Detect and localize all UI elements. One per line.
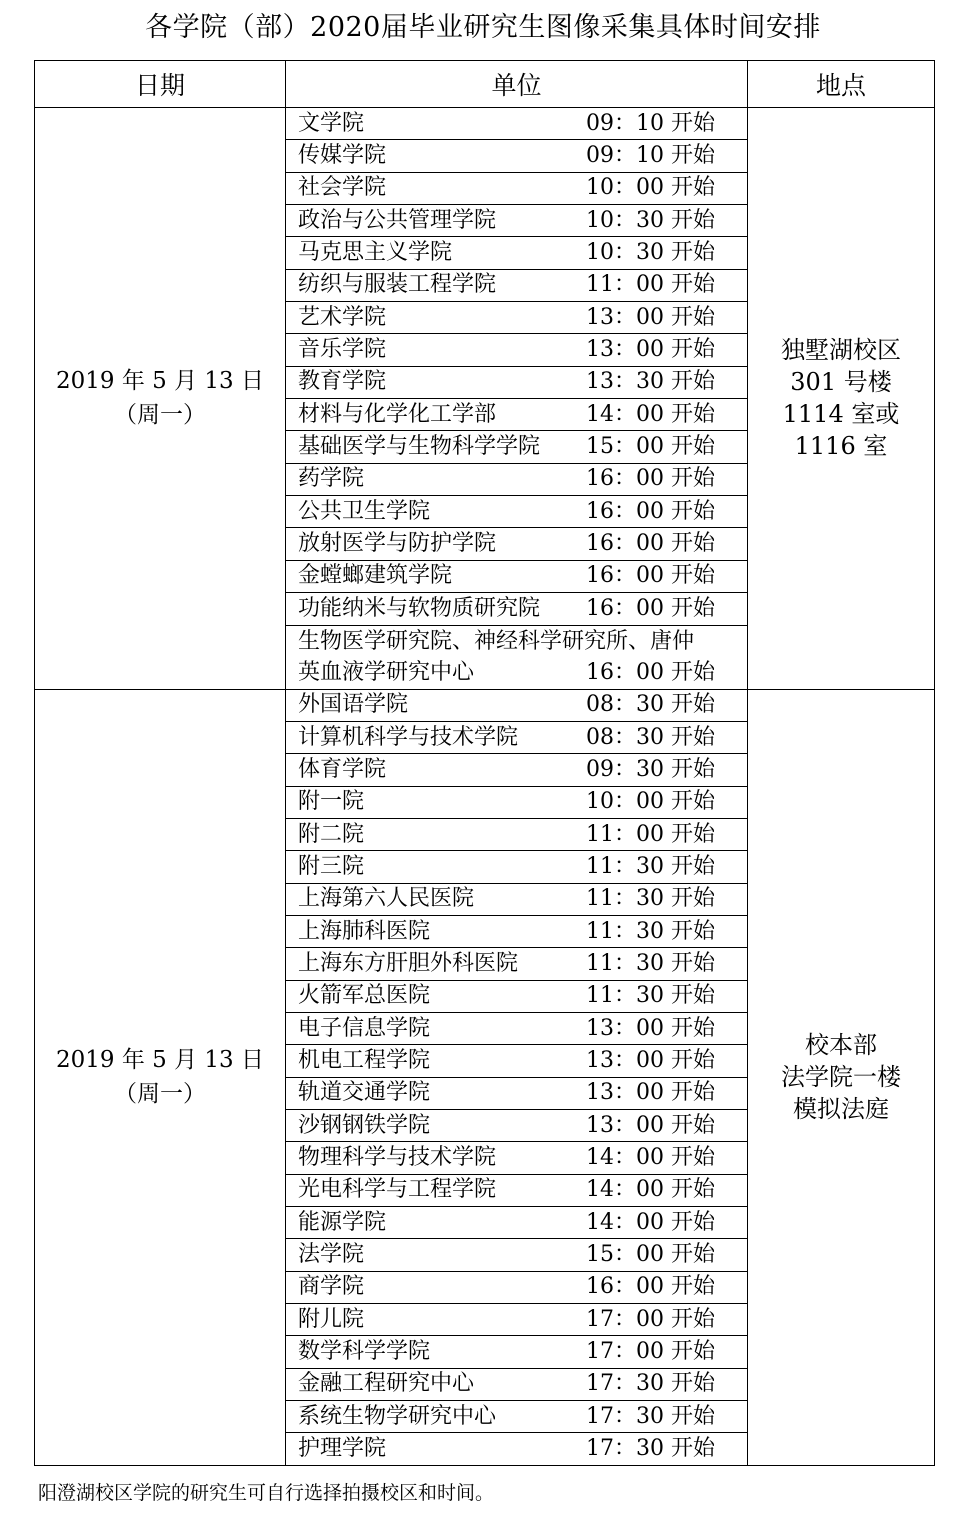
unit-cell: [286, 237, 748, 269]
start-time: 09：30 开始: [586, 756, 715, 782]
unit-cell: [286, 463, 748, 495]
unit-row: [286, 657, 747, 688]
unit-row: [286, 464, 747, 494]
unit-cell: [286, 1109, 748, 1141]
unit-name: 光电科学与工程学院: [298, 1177, 497, 1203]
unit-cell: [286, 1271, 748, 1303]
unit-name: 政治与公共管理学院: [298, 207, 497, 233]
start-time: 11：30 开始: [586, 918, 715, 944]
start-time: 08：30 开始: [586, 692, 715, 718]
unit-name: 附儿院: [298, 1306, 365, 1332]
location-line: 1116 室: [794, 432, 888, 461]
unit-row: [286, 626, 747, 657]
header-location: 地点: [748, 61, 935, 108]
unit-cell: [286, 140, 748, 172]
date-text: 2019 年 5 月 13 日: [56, 368, 264, 395]
start-time: 13：00 开始: [586, 304, 715, 330]
unit-cell: [286, 1045, 748, 1077]
start-time: 13：00 开始: [586, 337, 715, 363]
start-time: 13：00 开始: [586, 1080, 715, 1106]
unit-name: 基础医学与生物科学学院: [298, 434, 541, 460]
start-time: 11：00 开始: [586, 272, 715, 298]
unit-cell: [286, 818, 748, 850]
header-date: 日期: [35, 61, 286, 108]
unit-cell: [286, 560, 748, 592]
unit-cell: [286, 948, 748, 980]
unit-name: 计算机科学与技术学院: [298, 724, 519, 750]
unit-cell: [286, 431, 748, 463]
unit-name: 上海东方肝胆外科医院: [298, 950, 519, 976]
start-time: 13：00 开始: [586, 1015, 715, 1041]
unit-row: [286, 109, 747, 139]
unit-name: 数学科学学院: [298, 1339, 431, 1365]
unit-name-line2: 英血液学研究中心: [298, 660, 475, 685]
unit-row: [286, 303, 747, 333]
unit-cell: [286, 108, 748, 140]
unit-cell: [286, 1142, 748, 1174]
unit-row: [286, 1272, 747, 1302]
weekday-text: （周一）: [114, 1081, 206, 1108]
table-row: [35, 108, 935, 140]
unit-name-line1: 生物医学研究院、神经科学研究所、唐仲: [298, 629, 695, 654]
unit-name: 材料与化学化工学部: [298, 401, 497, 427]
unit-cell: [286, 1401, 748, 1433]
unit-row: [286, 1046, 747, 1076]
schedule-table: [34, 60, 935, 1466]
unit-name: 沙钢钢铁学院: [298, 1112, 431, 1138]
unit-row: [286, 497, 747, 527]
page-title: 各学院（部）2020届毕业研究生图像采集具体时间安排: [145, 12, 821, 43]
schedule-body: [35, 108, 935, 1466]
start-time: 15：00 开始: [586, 1242, 715, 1268]
location-line: 法学院一楼: [781, 1063, 901, 1092]
unit-cell: [286, 689, 748, 721]
unit-name: 公共卫生学院: [298, 498, 431, 524]
unit-row: [286, 981, 747, 1011]
unit-row: [286, 561, 747, 591]
start-time: 17：30 开始: [586, 1371, 715, 1397]
start-time: 14：00 开始: [586, 1209, 715, 1235]
unit-cell: [286, 786, 748, 818]
unit-cell: [286, 1174, 748, 1206]
unit-row: [286, 1305, 747, 1335]
unit-name: 社会学院: [298, 175, 387, 201]
start-time: 17：00 开始: [586, 1306, 715, 1332]
location-line: 1114 室或: [782, 400, 900, 429]
start-time: 11：30 开始: [586, 886, 715, 912]
table-row: [35, 689, 935, 721]
unit-cell: [286, 1207, 748, 1239]
unit-row: [286, 1208, 747, 1238]
date-text: 2019 年 5 月 13 日: [56, 1047, 264, 1074]
unit-cell: [286, 883, 748, 915]
start-time: 16：00 开始: [586, 1274, 715, 1300]
start-time: 14：00 开始: [586, 1177, 715, 1203]
start-time: 13：00 开始: [586, 1047, 715, 1073]
start-time: 16：00 开始: [586, 531, 715, 557]
start-time: 16：00 开始: [586, 563, 715, 589]
unit-name: 物理科学与技术学院: [298, 1144, 497, 1170]
unit-name: 轨道交通学院: [298, 1080, 431, 1106]
start-time: 09：10 开始: [586, 110, 715, 136]
unit-row: [286, 335, 747, 365]
unit-row: [286, 949, 747, 979]
unit-cell: [286, 980, 748, 1012]
unit-row: [286, 206, 747, 236]
unit-row: [286, 1337, 747, 1367]
start-time: 15：00 开始: [586, 434, 715, 460]
start-time: 14：00 开始: [586, 1144, 715, 1170]
unit-row: [286, 270, 747, 300]
unit-name: 传媒学院: [298, 143, 387, 169]
location-line: 校本部: [805, 1031, 877, 1060]
unit-cell: [286, 593, 748, 625]
unit-name: 护理学院: [298, 1436, 387, 1462]
unit-cell: [286, 721, 748, 753]
location-line: 301 号楼: [790, 368, 892, 397]
unit-row: [286, 1078, 747, 1108]
unit-row: [286, 173, 747, 203]
unit-name: 金螳螂建筑学院: [298, 563, 453, 589]
unit-row: [286, 852, 747, 882]
unit-row: [286, 723, 747, 753]
unit-name: 放射医学与防护学院: [298, 531, 497, 557]
unit-row: [286, 884, 747, 914]
location-cell: [748, 689, 935, 1465]
unit-name: 电子信息学院: [298, 1015, 431, 1041]
start-time: 16：00 开始: [586, 498, 715, 524]
unit-name: 法学院: [298, 1242, 365, 1268]
start-time: 11：30 开始: [586, 983, 715, 1009]
start-time: 17：30 开始: [586, 1436, 715, 1462]
unit-row: [286, 787, 747, 817]
unit-row: [286, 141, 747, 171]
unit-name: 上海第六人民医院: [298, 886, 475, 912]
location-cell: [748, 108, 935, 690]
unit-row: [286, 594, 747, 624]
unit-row: [286, 1369, 747, 1399]
unit-cell: [286, 302, 748, 334]
unit-name: 体育学院: [298, 756, 387, 782]
unit-cell: [286, 269, 748, 301]
unit-name: 火箭军总医院: [298, 983, 431, 1009]
start-time: 11：30 开始: [586, 950, 715, 976]
start-time: 17：30 开始: [586, 1403, 715, 1429]
location-line: 模拟法庭: [793, 1095, 889, 1124]
unit-cell: [286, 205, 748, 237]
footnote: 阳澄湖校区学院的研究生可自行选择拍摄校区和时间。: [38, 1482, 495, 1504]
unit-name: 教育学院: [298, 369, 387, 395]
unit-name: 能源学院: [298, 1209, 387, 1235]
unit-name: 金融工程研究中心: [298, 1371, 475, 1397]
unit-row: [286, 1143, 747, 1173]
weekday-text: （周一）: [114, 402, 206, 429]
start-time: 11：30 开始: [586, 853, 715, 879]
unit-name: 附一院: [298, 789, 365, 815]
unit-cell: [286, 1368, 748, 1400]
unit-name: 机电工程学院: [298, 1047, 431, 1073]
unit-cell: [286, 1336, 748, 1368]
unit-row: [286, 917, 747, 947]
unit-row: [286, 1175, 747, 1205]
date-cell: [35, 689, 286, 1465]
unit-cell: [286, 1304, 748, 1336]
start-time: 13：30 开始: [586, 369, 715, 395]
unit-row: [286, 1014, 747, 1044]
unit-cell: [286, 366, 748, 398]
start-time: 10：00 开始: [586, 175, 715, 201]
unit-name: 商学院: [298, 1274, 365, 1300]
location-line: 独墅湖校区: [781, 336, 901, 365]
unit-row: [286, 1111, 747, 1141]
start-time: 16：00 开始: [586, 595, 715, 621]
unit-cell: [286, 1077, 748, 1109]
start-time: 16：00 开始: [586, 660, 715, 685]
unit-row: [286, 690, 747, 720]
unit-row: [286, 432, 747, 462]
date-cell: [35, 108, 286, 690]
unit-name: 外国语学院: [298, 692, 409, 718]
unit-cell: [286, 399, 748, 431]
unit-cell: [286, 1433, 748, 1465]
unit-cell: [286, 754, 748, 786]
start-time: 10：00 开始: [586, 789, 715, 815]
unit-name: 上海肺科医院: [298, 918, 431, 944]
start-time: 13：00 开始: [586, 1112, 715, 1138]
unit-row: [286, 1434, 747, 1464]
start-time: 10：30 开始: [586, 240, 715, 266]
unit-name: 马克思主义学院: [298, 240, 453, 266]
unit-cell-multiline: [286, 625, 748, 689]
start-time: 14：00 开始: [586, 401, 715, 427]
start-time: 08：30 开始: [586, 724, 715, 750]
unit-name: 功能纳米与软物质研究院: [298, 595, 541, 621]
unit-cell: [286, 851, 748, 883]
unit-cell: [286, 1012, 748, 1044]
unit-name: 附二院: [298, 821, 365, 847]
unit-cell: [286, 915, 748, 947]
unit-row: [286, 238, 747, 268]
unit-cell: [286, 496, 748, 528]
unit-row: [286, 1240, 747, 1270]
unit-name: 附三院: [298, 853, 365, 879]
unit-row: [286, 400, 747, 430]
header-unit: 单位: [286, 61, 748, 108]
unit-name: 文学院: [298, 110, 365, 136]
start-time: 11：00 开始: [586, 821, 715, 847]
start-time: 09：10 开始: [586, 143, 715, 169]
unit-name: 音乐学院: [298, 337, 387, 363]
unit-row: [286, 755, 747, 785]
start-time: 16：00 开始: [586, 466, 715, 492]
unit-cell: [286, 172, 748, 204]
start-time: 17：00 开始: [586, 1339, 715, 1365]
unit-cell: [286, 528, 748, 560]
unit-row: [286, 367, 747, 397]
start-time: 10：30 开始: [586, 207, 715, 233]
unit-name: 系统生物学研究中心: [298, 1403, 497, 1429]
unit-cell: [286, 1239, 748, 1271]
unit-row: [286, 1402, 747, 1432]
table-header-row: [35, 61, 935, 108]
unit-row: [286, 820, 747, 850]
unit-name: 药学院: [298, 466, 365, 492]
unit-name: 纺织与服装工程学院: [298, 272, 497, 298]
unit-cell: [286, 334, 748, 366]
unit-row: [286, 529, 747, 559]
unit-name: 艺术学院: [298, 304, 387, 330]
